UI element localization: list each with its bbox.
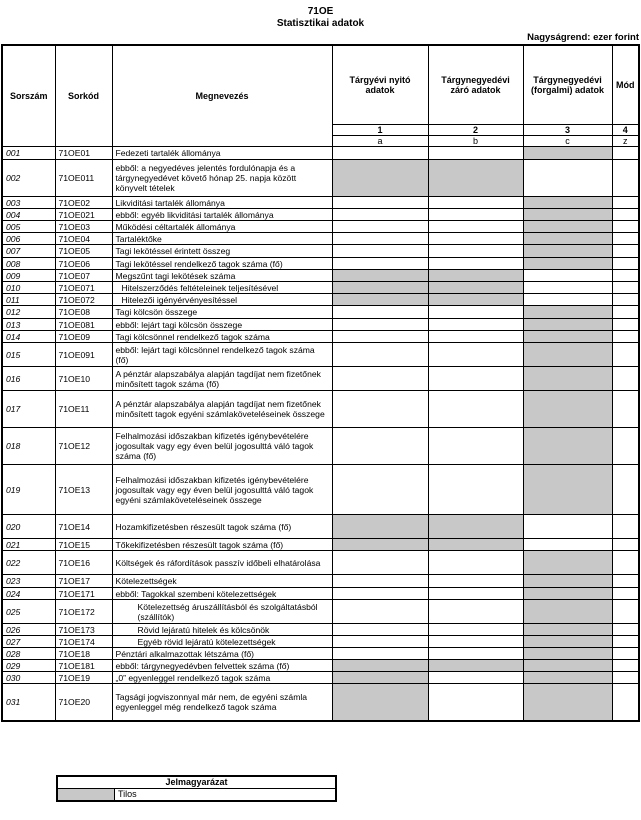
forbidden-cell — [332, 270, 428, 282]
row-sorszam: 018 — [2, 428, 55, 465]
row-sorszam: 005 — [2, 221, 55, 233]
forbidden-cell — [523, 221, 612, 233]
data-entry-cell[interactable] — [428, 209, 523, 221]
row-sorkod: 71OE18 — [55, 648, 112, 660]
data-entry-cell[interactable] — [428, 428, 523, 465]
forbidden-cell — [523, 624, 612, 636]
statistics-table — [1, 44, 640, 722]
row-sorszam: 029 — [2, 660, 55, 672]
forbidden-cell — [428, 660, 523, 672]
row-sorszam: 012 — [2, 306, 55, 319]
row-sorkod: 71OE071 — [55, 282, 112, 294]
mode-cell[interactable] — [612, 197, 639, 209]
header-sorkod: Sorkód — [55, 45, 112, 147]
row-sorkod: 71OE11 — [55, 391, 112, 428]
data-entry-cell[interactable] — [332, 319, 428, 331]
data-entry-cell[interactable] — [332, 588, 428, 600]
forbidden-cell — [523, 428, 612, 465]
forbidden-cell — [523, 306, 612, 319]
row-megnevezes: Felhalmozási időszakban kifizetés igénybevételére jogosultak vagy egy éven belül jogosulttá váló tagok száma (fő) — [112, 428, 332, 465]
row-sorkod: 71OE021 — [55, 209, 112, 221]
mode-cell[interactable] — [612, 331, 639, 343]
table-row — [2, 221, 639, 233]
mode-cell[interactable] — [612, 147, 639, 160]
data-entry-cell[interactable] — [332, 465, 428, 515]
row-sorszam: 022 — [2, 551, 55, 575]
row-megnevezes: Tagsági jogviszonnyal már nem, de egyéni számla egyenleggel még rendelkező tagok száma — [112, 684, 332, 721]
data-entry-cell[interactable] — [523, 270, 612, 282]
forbidden-cell — [523, 588, 612, 600]
row-sorkod: 71OE16 — [55, 551, 112, 575]
table-row — [2, 636, 639, 648]
mode-cell[interactable] — [612, 391, 639, 428]
row-megnevezes: ebből: lejárt tagi kölcsön összege — [112, 319, 332, 331]
row-megnevezes: Hitelszerződés feltételeinek teljesítésével — [112, 282, 332, 294]
col-number-2: 2 — [428, 125, 523, 136]
row-sorszam: 027 — [2, 636, 55, 648]
table-row — [2, 391, 639, 428]
row-megnevezes: Tagi lekötéssel rendelkező tagok száma (fő) — [112, 258, 332, 270]
row-sorszam: 006 — [2, 233, 55, 245]
row-sorkod: 71OE011 — [55, 160, 112, 197]
data-entry-cell[interactable] — [428, 367, 523, 391]
mode-cell[interactable] — [612, 624, 639, 636]
data-entry-cell[interactable] — [523, 515, 612, 539]
row-megnevezes: Pénztári alkalmazottak létszáma (fő) — [112, 648, 332, 660]
mode-cell[interactable] — [612, 270, 639, 282]
mode-cell[interactable] — [612, 294, 639, 306]
data-entry-cell[interactable] — [332, 258, 428, 270]
row-megnevezes: Egyéb rövid lejáratú kötelezettségek — [112, 636, 332, 648]
data-entry-cell[interactable] — [428, 600, 523, 624]
table-row — [2, 331, 639, 343]
table-row — [2, 319, 639, 331]
row-megnevezes: ebből: lejárt tagi kölcsönnel rendelkező tagok száma (fő) — [112, 343, 332, 367]
data-entry-cell[interactable] — [332, 428, 428, 465]
row-sorkod: 71OE14 — [55, 515, 112, 539]
forbidden-cell — [428, 270, 523, 282]
data-entry-cell[interactable] — [428, 636, 523, 648]
mode-cell[interactable] — [612, 343, 639, 367]
forbidden-cell — [523, 197, 612, 209]
row-sorkod: 71OE091 — [55, 343, 112, 367]
row-sorkod: 71OE10 — [55, 367, 112, 391]
row-sorszam: 016 — [2, 367, 55, 391]
table-row — [2, 270, 639, 282]
mode-cell[interactable] — [612, 319, 639, 331]
data-entry-cell[interactable] — [332, 147, 428, 160]
data-entry-cell[interactable] — [332, 391, 428, 428]
row-sorszam: 004 — [2, 209, 55, 221]
row-megnevezes: Kötelezettségek — [112, 575, 332, 588]
data-entry-cell[interactable] — [332, 636, 428, 648]
data-entry-cell[interactable] — [523, 160, 612, 197]
data-entry-cell[interactable] — [428, 197, 523, 209]
row-sorkod: 71OE173 — [55, 624, 112, 636]
table-row — [2, 672, 639, 684]
header-col3: Tárgynegyedévi (forgalmi) adatok — [523, 45, 612, 125]
row-sorkod: 71OE20 — [55, 684, 112, 721]
row-megnevezes: Kötelezettség áruszállításból és szolgáltatásból (szállítók) — [112, 600, 332, 624]
row-megnevezes: Rövid lejáratú hitelek és kölcsönök — [112, 624, 332, 636]
mode-cell[interactable] — [612, 515, 639, 539]
data-entry-cell[interactable] — [428, 258, 523, 270]
header-sorszam: Sorszám — [2, 45, 55, 147]
forbidden-cell — [523, 660, 612, 672]
forbidden-cell — [523, 648, 612, 660]
data-entry-cell[interactable] — [332, 221, 428, 233]
data-entry-cell[interactable] — [332, 648, 428, 660]
data-entry-cell[interactable] — [523, 539, 612, 551]
row-sorkod: 71OE13 — [55, 465, 112, 515]
data-entry-cell[interactable] — [332, 306, 428, 319]
data-entry-cell[interactable] — [428, 233, 523, 245]
data-entry-cell[interactable] — [332, 624, 428, 636]
row-megnevezes: Költségek és ráfordítások passzív időbeli elhatárolása — [112, 551, 332, 575]
forbidden-cell — [332, 684, 428, 721]
mode-cell[interactable] — [612, 245, 639, 258]
forbidden-cell — [523, 391, 612, 428]
mode-cell[interactable] — [612, 648, 639, 660]
mode-cell[interactable] — [612, 428, 639, 465]
data-entry-cell[interactable] — [523, 294, 612, 306]
table-row — [2, 575, 639, 588]
row-megnevezes: ebből: Tagokkal szembeni kötelezettségek — [112, 588, 332, 600]
form-code: 71OE — [307, 6, 334, 17]
data-entry-cell[interactable] — [428, 319, 523, 331]
header-col4: Mód — [612, 45, 639, 125]
mode-cell[interactable] — [612, 258, 639, 270]
row-sorszam: 007 — [2, 245, 55, 258]
row-sorszam: 030 — [2, 672, 55, 684]
row-sorkod: 71OE12 — [55, 428, 112, 465]
data-entry-cell[interactable] — [428, 343, 523, 367]
forbidden-cell — [428, 294, 523, 306]
row-sorkod: 71OE01 — [55, 147, 112, 160]
forbidden-cell — [332, 672, 428, 684]
row-sorkod: 71OE15 — [55, 539, 112, 551]
row-sorkod: 71OE05 — [55, 245, 112, 258]
row-sorkod: 71OE07 — [55, 270, 112, 282]
data-entry-cell[interactable] — [332, 367, 428, 391]
col-number-3: 3 — [523, 125, 612, 136]
row-sorszam: 019 — [2, 465, 55, 515]
col-letter-c: c — [523, 136, 612, 147]
forbidden-cell — [332, 660, 428, 672]
row-sorszam: 021 — [2, 539, 55, 551]
row-sorszam: 009 — [2, 270, 55, 282]
forbidden-cell — [332, 160, 428, 197]
mode-cell[interactable] — [612, 660, 639, 672]
data-entry-cell[interactable] — [428, 684, 523, 721]
table-row — [2, 624, 639, 636]
mode-cell[interactable] — [612, 160, 639, 197]
forbidden-cell — [523, 343, 612, 367]
forbidden-cell — [523, 551, 612, 575]
table-row — [2, 539, 639, 551]
table-row — [2, 684, 639, 721]
mode-cell[interactable] — [612, 600, 639, 624]
table-row — [2, 160, 639, 197]
data-entry-cell[interactable] — [428, 648, 523, 660]
mode-cell[interactable] — [612, 575, 639, 588]
row-sorkod: 71OE03 — [55, 221, 112, 233]
forbidden-cell — [523, 147, 612, 160]
row-megnevezes: Működési céltartalék állománya — [112, 221, 332, 233]
row-sorszam: 026 — [2, 624, 55, 636]
mode-cell[interactable] — [612, 672, 639, 684]
row-megnevezes: ebből: egyéb likviditási tartalék állománya — [112, 209, 332, 221]
table-row — [2, 306, 639, 319]
row-sorszam: 003 — [2, 197, 55, 209]
data-entry-cell[interactable] — [332, 551, 428, 575]
table-row — [2, 282, 639, 294]
row-sorszam: 014 — [2, 331, 55, 343]
data-entry-cell[interactable] — [428, 465, 523, 515]
mode-cell[interactable] — [612, 684, 639, 721]
row-sorkod: 71OE081 — [55, 319, 112, 331]
forbidden-cell — [523, 319, 612, 331]
unit-label: Nagyságrend: ezer forint — [527, 32, 639, 43]
data-entry-cell[interactable] — [332, 209, 428, 221]
row-sorkod: 71OE17 — [55, 575, 112, 588]
row-sorszam: 025 — [2, 600, 55, 624]
table-row — [2, 258, 639, 270]
forbidden-cell — [428, 515, 523, 539]
forbidden-cell — [428, 160, 523, 197]
table-row — [2, 600, 639, 624]
forbidden-cell — [332, 294, 428, 306]
row-sorszam: 023 — [2, 575, 55, 588]
row-sorszam: 024 — [2, 588, 55, 600]
forbidden-cell — [523, 465, 612, 515]
forbidden-cell — [523, 245, 612, 258]
mode-cell[interactable] — [612, 221, 639, 233]
row-sorszam: 008 — [2, 258, 55, 270]
header-col2: Tárgynegyedévi záró adatok — [428, 45, 523, 125]
row-sorkod: 71OE174 — [55, 636, 112, 648]
row-megnevezes: Tagi kölcsön összege — [112, 306, 332, 319]
forbidden-cell — [523, 636, 612, 648]
data-entry-cell[interactable] — [523, 282, 612, 294]
forbidden-cell — [523, 600, 612, 624]
mode-cell[interactable] — [612, 539, 639, 551]
data-entry-cell[interactable] — [428, 245, 523, 258]
data-entry-cell[interactable] — [428, 147, 523, 160]
row-sorkod: 71OE02 — [55, 197, 112, 209]
row-sorszam: 015 — [2, 343, 55, 367]
row-sorkod: 71OE072 — [55, 294, 112, 306]
row-megnevezes: Fedezeti tartalék állománya — [112, 147, 332, 160]
mode-cell[interactable] — [612, 233, 639, 245]
row-sorszam: 013 — [2, 319, 55, 331]
row-sorkod: 71OE172 — [55, 600, 112, 624]
header-col1: Tárgyévi nyitó adatok — [332, 45, 428, 125]
row-sorszam: 011 — [2, 294, 55, 306]
legend-label-forbidden: Tilos — [115, 789, 337, 802]
data-entry-cell[interactable] — [428, 221, 523, 233]
data-entry-cell[interactable] — [332, 245, 428, 258]
data-entry-cell[interactable] — [428, 575, 523, 588]
data-entry-cell[interactable] — [332, 233, 428, 245]
data-entry-cell[interactable] — [428, 624, 523, 636]
data-entry-cell[interactable] — [332, 331, 428, 343]
data-entry-cell[interactable] — [428, 588, 523, 600]
col-number-1: 1 — [332, 125, 428, 136]
forbidden-cell — [332, 282, 428, 294]
mode-cell[interactable] — [612, 588, 639, 600]
data-entry-cell[interactable] — [332, 343, 428, 367]
row-megnevezes: Hitelezői igényérvényesítéssel — [112, 294, 332, 306]
mode-cell[interactable] — [612, 209, 639, 221]
table-row — [2, 660, 639, 672]
legend-title: Jelmagyarázat — [57, 776, 336, 789]
table-row — [2, 209, 639, 221]
forbidden-cell — [428, 282, 523, 294]
table-row — [2, 428, 639, 465]
forbidden-cell — [428, 539, 523, 551]
table-row — [2, 515, 639, 539]
row-megnevezes: Tagi kölcsönnel rendelkező tagok száma — [112, 331, 332, 343]
row-megnevezes: Megszűnt tagi lekötések száma — [112, 270, 332, 282]
forbidden-cell — [332, 539, 428, 551]
row-sorkod: 71OE181 — [55, 660, 112, 672]
row-sorkod: 71OE06 — [55, 258, 112, 270]
row-sorszam: 002 — [2, 160, 55, 197]
row-sorszam: 031 — [2, 684, 55, 721]
data-entry-cell[interactable] — [428, 331, 523, 343]
row-megnevezes: ebből: a negyedéves jelentés fordulónapja és a tárgynegyedévet követő hónap 25. napja között könyvelt tételek — [112, 160, 332, 197]
data-entry-cell[interactable] — [428, 551, 523, 575]
forbidden-cell — [523, 575, 612, 588]
forbidden-cell — [523, 258, 612, 270]
table-row — [2, 465, 639, 515]
row-megnevezes: Tőkekifizetésben részesült tagok száma (fő) — [112, 539, 332, 551]
mode-cell[interactable] — [612, 551, 639, 575]
row-sorszam: 017 — [2, 391, 55, 428]
row-megnevezes: Tagi lekötéssel érintett összeg — [112, 245, 332, 258]
row-megnevezes: Felhalmozási időszakban kifizetés igénybevételére jogosultak vagy egy éven belül jogosulttá váló tagok egyéni számlaköveteléseinek összege — [112, 465, 332, 515]
table-row — [2, 147, 639, 160]
mode-cell[interactable] — [612, 306, 639, 319]
row-megnevezes: ebből: tárgynegyedévben felvettek száma (fő) — [112, 660, 332, 672]
forbidden-cell — [523, 367, 612, 391]
data-entry-cell[interactable] — [428, 391, 523, 428]
row-megnevezes: Likviditási tartalék állománya — [112, 197, 332, 209]
col-number-4: 4 — [612, 125, 639, 136]
row-sorkod: 71OE09 — [55, 331, 112, 343]
row-megnevezes: A pénztár alapszabálya alapján tagdíjat nem fizetőnek minősített tagok száma (fő) — [112, 367, 332, 391]
row-megnevezes: Tartaléktőke — [112, 233, 332, 245]
forbidden-cell — [523, 331, 612, 343]
row-sorkod: 71OE171 — [55, 588, 112, 600]
data-entry-cell[interactable] — [332, 575, 428, 588]
col-letter-z: z — [612, 136, 639, 147]
row-sorszam: 020 — [2, 515, 55, 539]
table-row — [2, 343, 639, 367]
table-row — [2, 648, 639, 660]
legend — [56, 775, 337, 802]
row-megnevezes: A pénztár alapszabálya alapján tagdíjat nem fizetőnek minősített tagok egyéni számlaköveteléseinek összege — [112, 391, 332, 428]
data-entry-cell[interactable] — [428, 306, 523, 319]
row-sorkod: 71OE19 — [55, 672, 112, 684]
table-row — [2, 245, 639, 258]
mode-cell[interactable] — [612, 282, 639, 294]
table-row — [2, 197, 639, 209]
forbidden-cell — [523, 233, 612, 245]
col-letter-a: a — [332, 136, 428, 147]
form-subtitle: Statisztikai adatok — [276, 18, 365, 29]
mode-cell[interactable] — [612, 465, 639, 515]
forbidden-cell — [523, 209, 612, 221]
data-entry-cell[interactable] — [428, 672, 523, 684]
col-letter-b: b — [428, 136, 523, 147]
table-row — [2, 367, 639, 391]
row-megnevezes: „0” egyenleggel rendelkező tagok száma — [112, 672, 332, 684]
forbidden-cell — [523, 672, 612, 684]
data-entry-cell[interactable] — [332, 197, 428, 209]
table-row — [2, 588, 639, 600]
row-sorszam: 001 — [2, 147, 55, 160]
forbidden-cell — [332, 515, 428, 539]
row-sorkod: 71OE04 — [55, 233, 112, 245]
table-row — [2, 551, 639, 575]
table-row — [2, 233, 639, 245]
header-megnevezes: Megnevezés — [112, 45, 332, 147]
table-row — [2, 294, 639, 306]
legend-swatch-forbidden — [57, 789, 115, 802]
row-sorkod: 71OE08 — [55, 306, 112, 319]
data-entry-cell[interactable] — [332, 600, 428, 624]
forbidden-cell — [523, 684, 612, 721]
row-sorszam: 028 — [2, 648, 55, 660]
mode-cell[interactable] — [612, 636, 639, 648]
row-sorszam: 010 — [2, 282, 55, 294]
row-megnevezes: Hozamkifizetésben részesült tagok száma (fő) — [112, 515, 332, 539]
mode-cell[interactable] — [612, 367, 639, 391]
